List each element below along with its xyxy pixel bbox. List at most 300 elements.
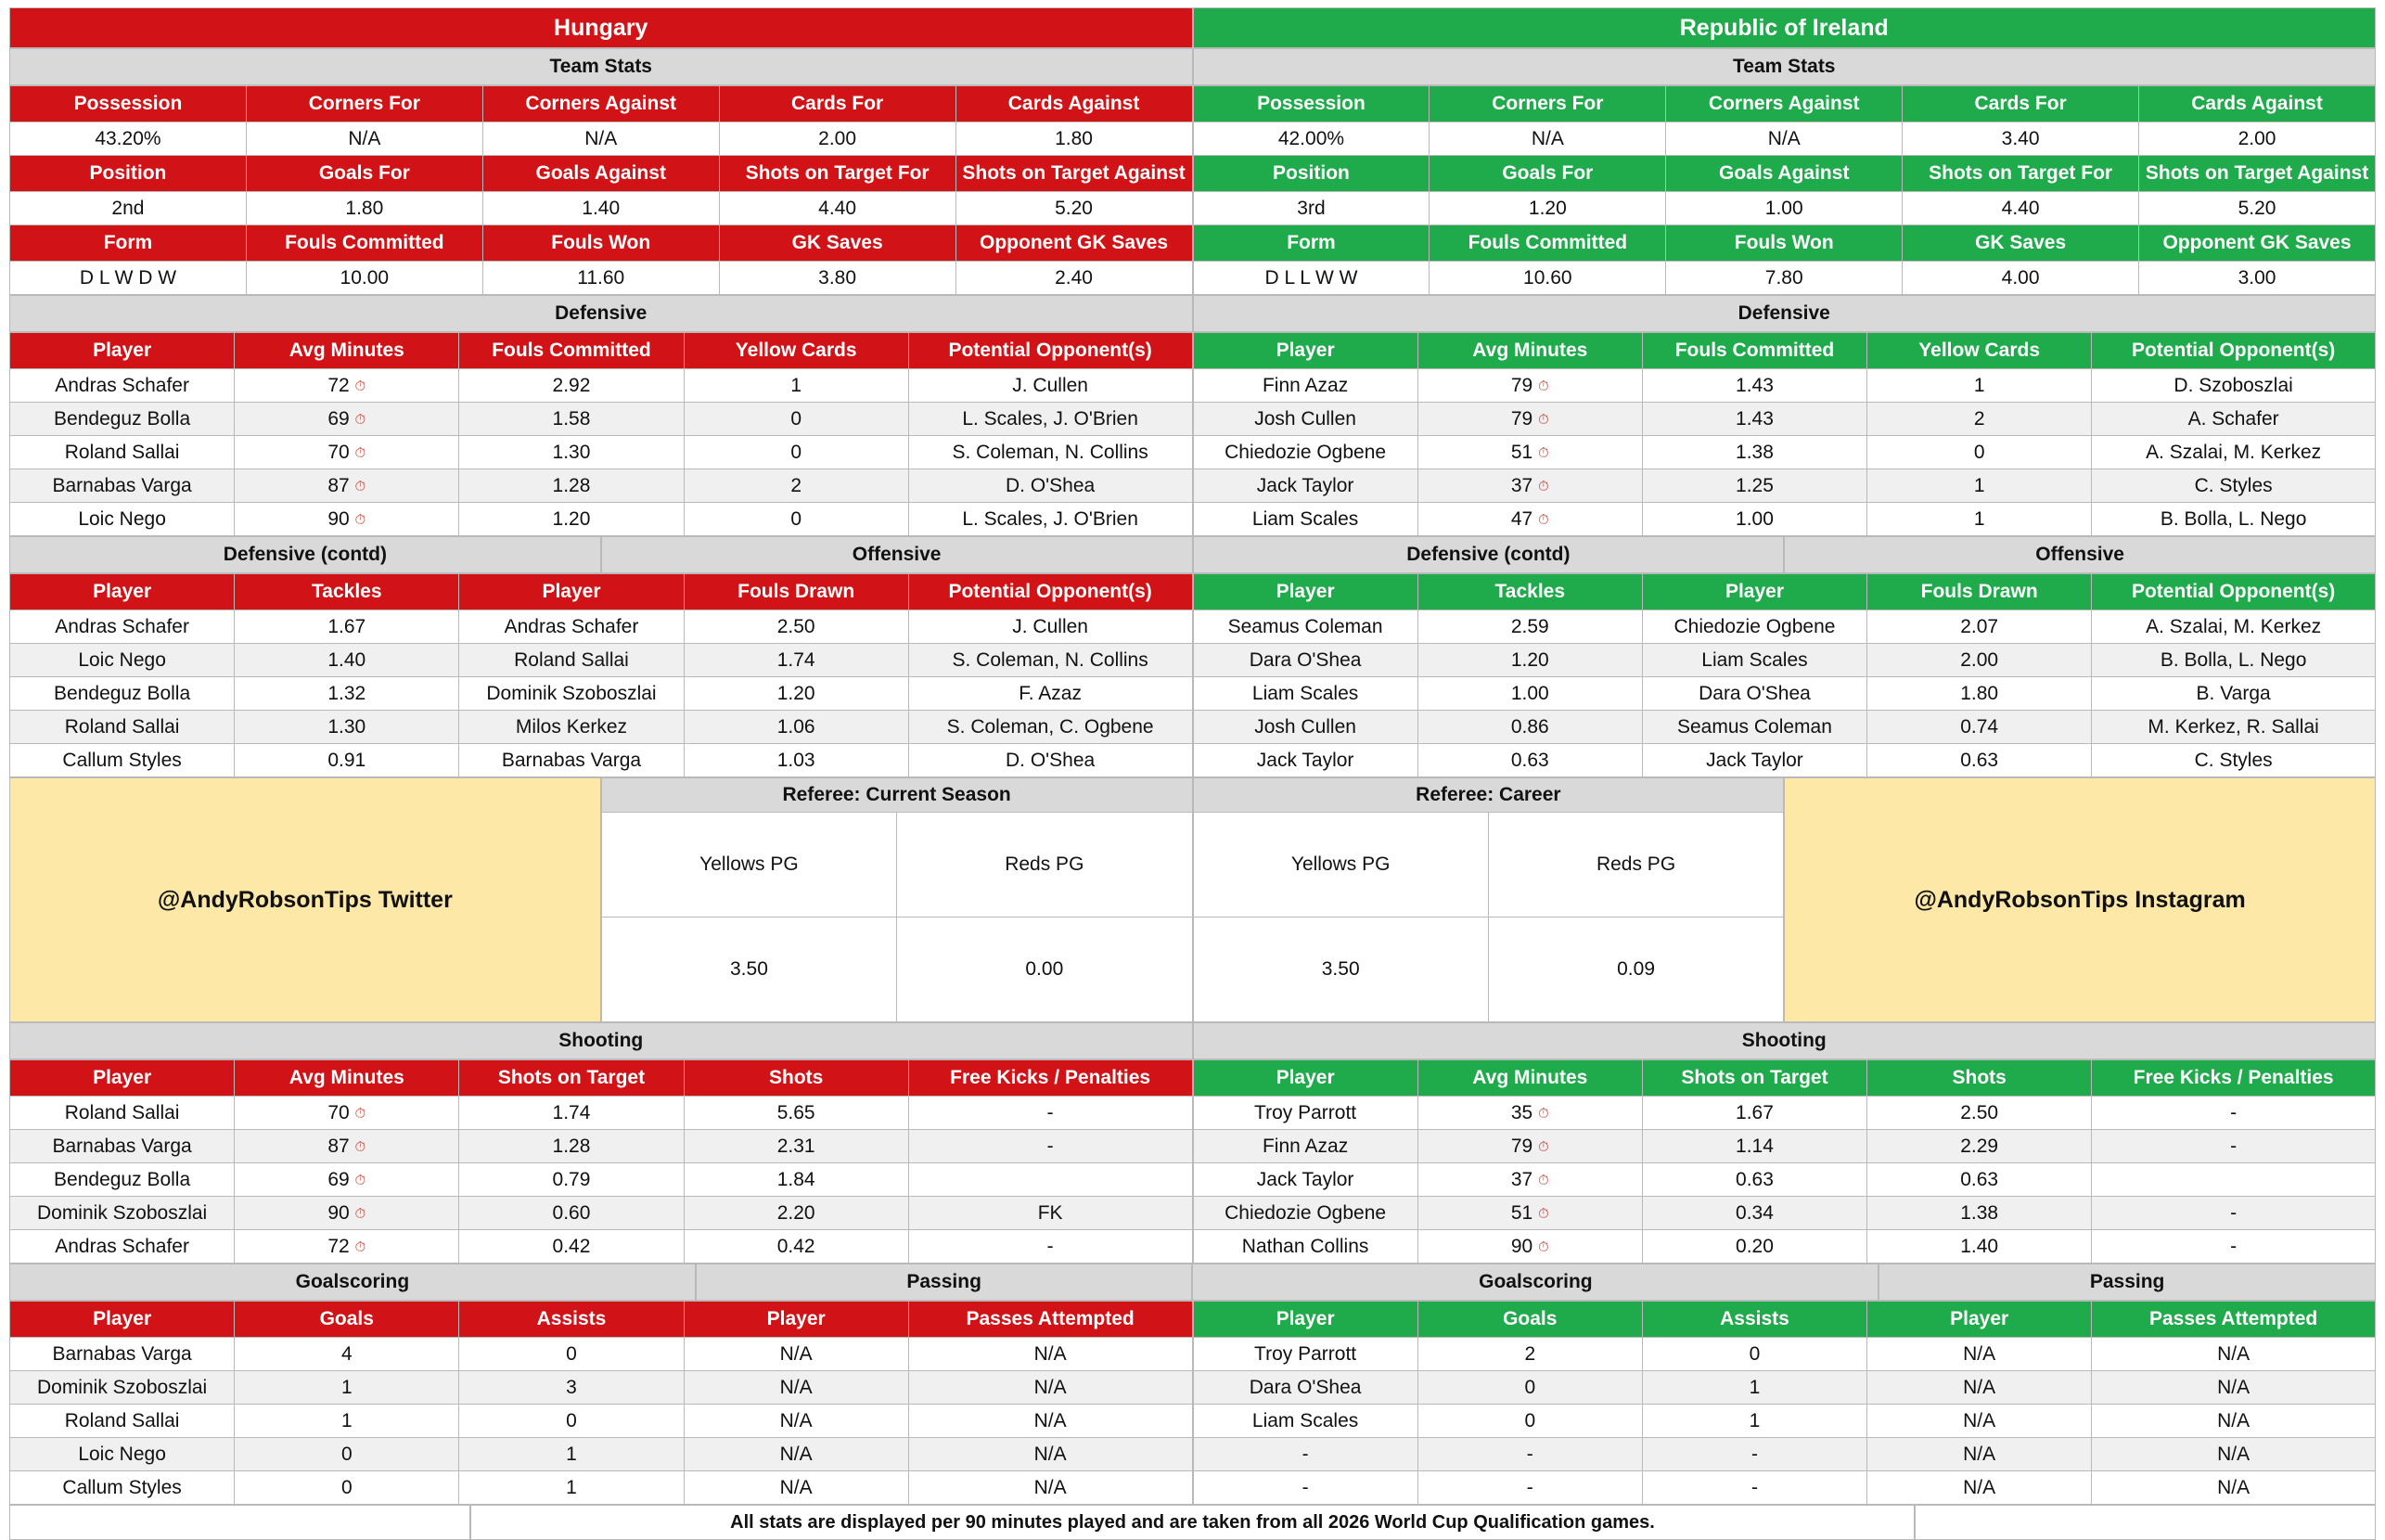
player-name: Barnabas Varga — [10, 1130, 235, 1163]
player-name: Roland Sallai — [10, 1097, 235, 1130]
clock-icon: ⏱ — [354, 1238, 366, 1255]
col-header: Shots on Target For — [1903, 156, 2139, 192]
col-header: Goals — [235, 1302, 459, 1338]
potential-opponents: B. Bolla, L. Nego — [2092, 644, 2376, 677]
player-name: Jack Taylor — [1193, 469, 1417, 503]
col-header: Free Kicks / Penalties — [908, 1060, 1192, 1097]
col-header: Yellows PG — [601, 813, 896, 918]
instagram-panel[interactable] — [1784, 777, 2376, 1022]
clock-icon: ⏱ — [354, 444, 366, 461]
yellow-cards: 1 — [1867, 503, 2092, 536]
col-header: Tackles — [1417, 574, 1642, 610]
player-name: Dara O'Shea — [1193, 1371, 1417, 1405]
tackles: 1.00 — [1417, 677, 1642, 711]
away-team-stats-label: Team Stats — [1193, 49, 2376, 85]
def-contd-off-labels — [9, 536, 2376, 573]
tackles: 1.30 — [235, 711, 459, 744]
player-name: Troy Parrott — [1193, 1338, 1417, 1371]
player-name: Milos Kerkez — [459, 711, 684, 744]
player-name: Andras Schafer — [459, 610, 684, 644]
footer-spacer-left — [10, 1506, 470, 1540]
clock-icon: ⏱ — [354, 411, 366, 428]
stat-value: 3.00 — [2139, 262, 2376, 295]
potential-opponents: A. Szalai, M. Kerkez — [2092, 436, 2376, 469]
clock-icon: ⏱ — [1538, 1205, 1549, 1222]
stat-value: 1.80 — [955, 122, 1192, 156]
fouls-drawn: 1.03 — [684, 744, 908, 777]
potential-opponents: S. Coleman, C. Ogbene — [908, 711, 1192, 744]
potential-opponents: D. O'Shea — [908, 744, 1192, 777]
away-defensive-table — [1193, 332, 2377, 536]
referee-career-label: Referee: Career — [1193, 778, 1784, 813]
away-shooting-label: Shooting — [1193, 1023, 2376, 1059]
col-header: Goals Against — [1666, 156, 1903, 192]
goals: 0 — [1417, 1405, 1642, 1438]
potential-opponents: B. Bolla, L. Nego — [2092, 503, 2376, 536]
player-name: Jack Taylor — [1193, 1163, 1417, 1197]
col-header: Potential Opponent(s) — [2092, 333, 2376, 369]
col-header: Assists — [459, 1302, 684, 1338]
col-header: Goals Against — [482, 156, 719, 192]
shots: 1.38 — [1867, 1197, 2092, 1230]
col-header: Player — [684, 1302, 908, 1338]
referee-reds-pg: 0.00 — [897, 918, 1192, 1022]
shots: 2.20 — [684, 1197, 908, 1230]
col-header: Player — [10, 333, 235, 369]
goalscoring-passing-tables — [9, 1301, 2376, 1505]
stat-value: D L W D W — [10, 262, 247, 295]
fouls-committed: 1.43 — [1642, 403, 1866, 436]
tackles: 1.67 — [235, 610, 459, 644]
shots-on-target: 0.63 — [1642, 1163, 1866, 1197]
player-name: Troy Parrott — [1193, 1097, 1417, 1130]
tackles: 1.20 — [1417, 644, 1642, 677]
potential-opponents: F. Azaz — [908, 677, 1192, 711]
tackles: 0.91 — [235, 744, 459, 777]
clock-icon: ⏱ — [1538, 378, 1549, 394]
player-name: Bendeguz Bolla — [10, 403, 235, 436]
referee-yellows-pg: 3.50 — [601, 918, 896, 1022]
col-header: Player — [1193, 1060, 1417, 1097]
yellow-cards: 0 — [684, 503, 908, 536]
shots-on-target: 1.67 — [1642, 1097, 1866, 1130]
player-name: - — [1193, 1471, 1417, 1505]
potential-opponents: S. Coleman, N. Collins — [908, 644, 1192, 677]
tackles: 2.59 — [1417, 610, 1642, 644]
col-header: Possession — [1193, 86, 1430, 122]
avg-minutes: 72 ⏱ — [235, 1230, 459, 1264]
goals: 1 — [235, 1405, 459, 1438]
player-name: Loic Nego — [10, 644, 235, 677]
col-header: Cards Against — [955, 86, 1192, 122]
col-header: Reds PG — [897, 813, 1192, 918]
col-header: Fouls Committed — [459, 333, 684, 369]
team-stats-section-labels — [9, 48, 2376, 85]
potential-opponents: L. Scales, J. O'Brien — [908, 403, 1192, 436]
shots: 1.84 — [684, 1163, 908, 1197]
stat-value: 2nd — [10, 192, 247, 225]
tackles: 1.40 — [235, 644, 459, 677]
away-def-contd-offensive — [1193, 573, 2377, 777]
stat-value: 11.60 — [482, 262, 719, 295]
player-name: N/A — [1867, 1471, 2092, 1505]
assists: 0 — [459, 1338, 684, 1371]
clock-icon: ⏱ — [1538, 411, 1549, 428]
player-name: Barnabas Varga — [10, 1338, 235, 1371]
home-goalscoring-passing — [9, 1301, 1193, 1505]
away-team-name: Republic of Ireland — [1193, 8, 2376, 48]
col-header: Player — [10, 1060, 235, 1097]
player-name: Roland Sallai — [10, 436, 235, 469]
avg-minutes: 47 ⏱ — [1417, 503, 1642, 536]
defensive-tables — [9, 332, 2376, 536]
col-header: Passes Attempted — [2092, 1302, 2376, 1338]
player-name: Liam Scales — [1193, 1405, 1417, 1438]
stat-value: 10.60 — [1430, 262, 1666, 295]
player-name: Liam Scales — [1193, 677, 1417, 711]
def-contd-off-tables — [9, 573, 2376, 777]
instagram-handle[interactable]: @AndyRobsonTips Instagram — [1785, 778, 2376, 1022]
goals: 0 — [235, 1438, 459, 1471]
col-header: Player — [1642, 574, 1866, 610]
avg-minutes: 87 ⏱ — [235, 1130, 459, 1163]
away-defensive-label: Defensive — [1193, 296, 2376, 332]
home-goalscoring-label: Goalscoring — [10, 1264, 696, 1301]
away-team-header — [1193, 7, 2377, 48]
clock-icon: ⏱ — [354, 1138, 366, 1155]
shots: 0.63 — [1867, 1163, 2092, 1197]
stat-value: 1.00 — [1666, 192, 1903, 225]
tackles: 0.86 — [1417, 711, 1642, 744]
stat-value: 7.80 — [1666, 262, 1903, 295]
player-name: Jack Taylor — [1193, 744, 1417, 777]
player-name: Chiedozie Ogbene — [1193, 1197, 1417, 1230]
footer-spacer-right — [1915, 1506, 2375, 1540]
avg-minutes: 90 ⏱ — [1417, 1230, 1642, 1264]
col-header: Potential Opponent(s) — [908, 574, 1192, 610]
free-kicks-penalties: - — [908, 1097, 1192, 1130]
player-name: Andras Schafer — [10, 1230, 235, 1264]
goals: 2 — [1417, 1338, 1642, 1371]
assists: 1 — [459, 1471, 684, 1505]
passes-attempted: N/A — [2092, 1371, 2376, 1405]
potential-opponents: D. Szoboszlai — [2092, 369, 2376, 403]
col-header: Cards For — [1903, 86, 2139, 122]
col-header: Position — [10, 156, 247, 192]
assists: 0 — [1642, 1338, 1866, 1371]
clock-icon: ⏱ — [1538, 1238, 1549, 1255]
yellow-cards: 1 — [1867, 469, 2092, 503]
tackles: 0.63 — [1417, 744, 1642, 777]
twitter-panel[interactable] — [9, 777, 601, 1022]
stat-value: 4.40 — [1903, 192, 2139, 225]
col-header: Fouls Committed — [1430, 225, 1666, 262]
col-header: Shots on Target Against — [2139, 156, 2376, 192]
potential-opponents: A. Szalai, M. Kerkez — [2092, 610, 2376, 644]
stat-value: 10.00 — [246, 262, 482, 295]
player-name: Finn Azaz — [1193, 1130, 1417, 1163]
home-team-stats — [9, 85, 1193, 295]
player-name: Dominik Szoboszlai — [10, 1197, 235, 1230]
stat-value: 2.00 — [2139, 122, 2376, 156]
player-name: Liam Scales — [1642, 644, 1866, 677]
avg-minutes: 69 ⏱ — [235, 403, 459, 436]
passes-attempted: N/A — [2092, 1471, 2376, 1505]
col-header: Free Kicks / Penalties — [2092, 1060, 2376, 1097]
home-defensive-label: Defensive — [10, 296, 1193, 332]
yellow-cards: 1 — [684, 369, 908, 403]
free-kicks-penalties: - — [2092, 1130, 2376, 1163]
potential-opponents: J. Cullen — [908, 610, 1192, 644]
away-goalscoring-label: Goalscoring — [1193, 1264, 1879, 1301]
player-name: Bendeguz Bolla — [10, 677, 235, 711]
stat-value: 2.00 — [719, 122, 955, 156]
goals: 0 — [1417, 1371, 1642, 1405]
footer-note-row — [9, 1505, 2376, 1540]
avg-minutes: 35 ⏱ — [1417, 1097, 1642, 1130]
passes-attempted: N/A — [908, 1471, 1192, 1505]
fouls-committed: 1.00 — [1642, 503, 1866, 536]
shots: 2.29 — [1867, 1130, 2092, 1163]
col-header: Fouls Committed — [246, 225, 482, 262]
col-header: Corners Against — [482, 86, 719, 122]
player-name: Jack Taylor — [1642, 744, 1866, 777]
col-header: Shots — [1867, 1060, 2092, 1097]
avg-minutes: 79 ⏱ — [1417, 1130, 1642, 1163]
clock-icon: ⏱ — [354, 1205, 366, 1222]
player-name: Roland Sallai — [10, 711, 235, 744]
col-header: Opponent GK Saves — [955, 225, 1192, 262]
home-team-name: Hungary — [10, 8, 1193, 48]
clock-icon: ⏱ — [354, 478, 366, 494]
passes-attempted: N/A — [908, 1438, 1192, 1471]
yellow-cards: 1 — [1867, 369, 2092, 403]
col-header: Goals For — [1430, 156, 1666, 192]
potential-opponents: L. Scales, J. O'Brien — [908, 503, 1192, 536]
col-header: Cards For — [719, 86, 955, 122]
col-header: Corners For — [246, 86, 482, 122]
assists: - — [1642, 1471, 1866, 1505]
player-name: Andras Schafer — [10, 610, 235, 644]
assists: 1 — [459, 1438, 684, 1471]
player-name: Finn Azaz — [1193, 369, 1417, 403]
stat-value: 3rd — [1193, 192, 1430, 225]
shots-on-target: 1.14 — [1642, 1130, 1866, 1163]
home-offensive-label: Offensive — [601, 537, 1192, 573]
away-goalscoring-passing — [1193, 1301, 2377, 1505]
fouls-committed: 1.20 — [459, 503, 684, 536]
shots-on-target: 0.79 — [459, 1163, 684, 1197]
col-header: Avg Minutes — [1417, 1060, 1642, 1097]
player-name: Bendeguz Bolla — [10, 1163, 235, 1197]
potential-opponents: D. O'Shea — [908, 469, 1192, 503]
player-name: Andras Schafer — [10, 369, 235, 403]
stat-value: 43.20% — [10, 122, 247, 156]
referee-reds-pg: 0.09 — [1488, 918, 1783, 1022]
potential-opponents: C. Styles — [2092, 469, 2376, 503]
player-name: Dominik Szoboszlai — [10, 1371, 235, 1405]
col-header: Form — [10, 225, 247, 262]
player-name: N/A — [684, 1371, 908, 1405]
col-header: Possession — [10, 86, 247, 122]
col-header: Shots on Target Against — [955, 156, 1192, 192]
avg-minutes: 37 ⏱ — [1417, 469, 1642, 503]
stat-value: 1.80 — [246, 192, 482, 225]
twitter-handle[interactable]: @AndyRobsonTips Twitter — [10, 778, 601, 1022]
col-header: Player — [10, 1302, 235, 1338]
col-header: Fouls Won — [1666, 225, 1903, 262]
free-kicks-penalties: FK — [908, 1197, 1192, 1230]
fouls-committed: 1.43 — [1642, 369, 1866, 403]
shots: 1.40 — [1867, 1230, 2092, 1264]
shooting-section-labels — [9, 1022, 2376, 1059]
shots-on-target: 1.28 — [459, 1130, 684, 1163]
avg-minutes: 79 ⏱ — [1417, 369, 1642, 403]
potential-opponents: B. Varga — [2092, 677, 2376, 711]
yellow-cards: 0 — [684, 403, 908, 436]
footer-note: All stats are displayed per 90 minutes played and are taken from all 2026 World Cup Qualification games. — [471, 1506, 1914, 1540]
player-name: Liam Scales — [1193, 503, 1417, 536]
avg-minutes: 70 ⏱ — [235, 1097, 459, 1130]
fouls-drawn: 0.63 — [1867, 744, 2092, 777]
col-header: Opponent GK Saves — [2139, 225, 2376, 262]
clock-icon: ⏱ — [354, 511, 366, 528]
goals: 0 — [235, 1471, 459, 1505]
home-defensive-table — [9, 332, 1193, 536]
home-defensive-contd-label: Defensive (contd) — [10, 537, 601, 573]
col-header: Assists — [1642, 1302, 1866, 1338]
player-name: Callum Styles — [10, 744, 235, 777]
fouls-drawn: 2.50 — [684, 610, 908, 644]
col-header: Player — [1193, 574, 1417, 610]
free-kicks-penalties: - — [908, 1230, 1192, 1264]
col-header: Potential Opponent(s) — [908, 333, 1192, 369]
goals: 1 — [235, 1371, 459, 1405]
col-header: Form — [1193, 225, 1430, 262]
free-kicks-penalties — [908, 1163, 1192, 1197]
passes-attempted: N/A — [2092, 1338, 2376, 1371]
col-header: Player — [459, 574, 684, 610]
avg-minutes: 90 ⏱ — [235, 1197, 459, 1230]
stat-value: N/A — [1430, 122, 1666, 156]
yellow-cards: 2 — [684, 469, 908, 503]
clock-icon: ⏱ — [1538, 511, 1549, 528]
col-header: Passes Attempted — [908, 1302, 1192, 1338]
shots: 5.65 — [684, 1097, 908, 1130]
player-name: N/A — [1867, 1405, 2092, 1438]
player-name: Callum Styles — [10, 1471, 235, 1505]
fouls-drawn: 1.20 — [684, 677, 908, 711]
referee-current-panel — [601, 777, 1193, 1022]
player-name: - — [1193, 1438, 1417, 1471]
avg-minutes: 87 ⏱ — [235, 469, 459, 503]
assists: 1 — [1642, 1405, 1866, 1438]
stat-value: D L L W W — [1193, 262, 1430, 295]
stat-value: 1.40 — [482, 192, 719, 225]
defensive-section-labels — [9, 295, 2376, 332]
player-name: N/A — [684, 1405, 908, 1438]
col-header: Avg Minutes — [1417, 333, 1642, 369]
player-name: Josh Cullen — [1193, 711, 1417, 744]
passes-attempted: N/A — [908, 1338, 1192, 1371]
home-team-header — [9, 7, 1193, 48]
stat-value: 4.40 — [719, 192, 955, 225]
avg-minutes: 90 ⏱ — [235, 503, 459, 536]
col-header: Avg Minutes — [235, 1060, 459, 1097]
col-header: Goals — [1417, 1302, 1642, 1338]
col-header: Avg Minutes — [235, 333, 459, 369]
away-passing-label: Passing — [1879, 1264, 2376, 1301]
team-stats-tables — [9, 85, 2376, 295]
player-name: Dara O'Shea — [1642, 677, 1866, 711]
avg-minutes: 79 ⏱ — [1417, 403, 1642, 436]
social-referee-band — [9, 777, 2376, 1022]
yellow-cards: 0 — [1867, 436, 2092, 469]
col-header: GK Saves — [719, 225, 955, 262]
col-header: Reds PG — [1488, 813, 1783, 918]
clock-icon: ⏱ — [1538, 478, 1549, 494]
fouls-committed: 1.28 — [459, 469, 684, 503]
player-name: Seamus Coleman — [1642, 711, 1866, 744]
col-header: Corners For — [1430, 86, 1666, 122]
col-header: Corners Against — [1666, 86, 1903, 122]
player-name: Nathan Collins — [1193, 1230, 1417, 1264]
player-name: Seamus Coleman — [1193, 610, 1417, 644]
shots: 2.31 — [684, 1130, 908, 1163]
shots-on-target: 0.34 — [1642, 1197, 1866, 1230]
stat-value: 3.80 — [719, 262, 955, 295]
shots: 0.42 — [684, 1230, 908, 1264]
player-name: Dominik Szoboszlai — [459, 677, 684, 711]
home-shooting-label: Shooting — [10, 1023, 1193, 1059]
tackles: 1.32 — [235, 677, 459, 711]
referee-yellows-pg: 3.50 — [1193, 918, 1488, 1022]
passes-attempted: N/A — [2092, 1405, 2376, 1438]
avg-minutes: 37 ⏱ — [1417, 1163, 1642, 1197]
fouls-committed: 2.92 — [459, 369, 684, 403]
player-name: N/A — [1867, 1371, 2092, 1405]
col-header: Player — [1867, 1302, 2092, 1338]
goals: - — [1417, 1471, 1642, 1505]
player-name: Chiedozie Ogbene — [1193, 436, 1417, 469]
player-name: Roland Sallai — [459, 644, 684, 677]
assists: 3 — [459, 1371, 684, 1405]
col-header: GK Saves — [1903, 225, 2139, 262]
col-header: Goals For — [246, 156, 482, 192]
col-header: Position — [1193, 156, 1430, 192]
col-header: Cards Against — [2139, 86, 2376, 122]
clock-icon: ⏱ — [1538, 1172, 1549, 1188]
stat-value: 5.20 — [955, 192, 1192, 225]
player-name: Chiedozie Ogbene — [1642, 610, 1866, 644]
fouls-committed: 1.25 — [1642, 469, 1866, 503]
player-name: Roland Sallai — [10, 1405, 235, 1438]
home-team-stats-label: Team Stats — [10, 49, 1193, 85]
avg-minutes: 69 ⏱ — [235, 1163, 459, 1197]
player-name: N/A — [684, 1471, 908, 1505]
stat-value: 2.40 — [955, 262, 1192, 295]
home-passing-label: Passing — [696, 1264, 1192, 1301]
potential-opponents: A. Schafer — [2092, 403, 2376, 436]
passes-attempted: N/A — [2092, 1438, 2376, 1471]
player-name: N/A — [1867, 1338, 2092, 1371]
shots-on-target: 0.60 — [459, 1197, 684, 1230]
potential-opponents: M. Kerkez, R. Sallai — [2092, 711, 2376, 744]
referee-career-panel — [1193, 777, 1785, 1022]
shots-on-target: 0.20 — [1642, 1230, 1866, 1264]
potential-opponents: C. Styles — [2092, 744, 2376, 777]
player-name: N/A — [1867, 1438, 2092, 1471]
